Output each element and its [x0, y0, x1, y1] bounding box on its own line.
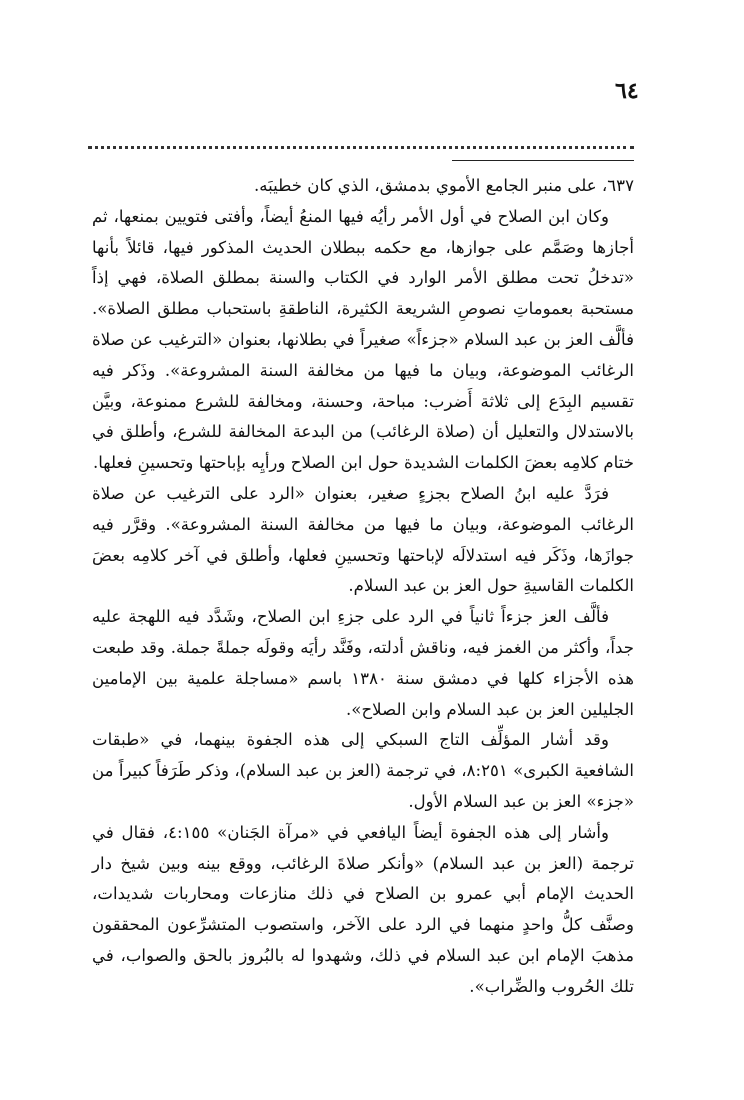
footnote-rule [452, 160, 634, 161]
paragraph: وقد أشار المؤلِّف التاج السبكي إلى هذه الجفوة بينهما، في «طبقات الشافعية الكبرى» ٨:٢٥١، في ترجمة (العز بن عبد السلام)، وذكر طَرَفاً كبيراً من «جزء» العز بن عبد السلام الأول. [92, 730, 634, 811]
paragraph: فألَّف العز جزءاً ثانياً في الرد على جزءِ ابن الصلاح، وشَدَّد فيه اللهجة عليه جداً، وأكثر من الغمز فيه، وناقش أدلته، وفَنَّد رأيَه وقولَه جملةً جملة. وقد طبعت هذه الأجزاء كلها في دمشق سنة ١٣٨٠ باسم «مساجلة علمية بين الإمامين الجليلين العز بن عبد السلام وابن الصلاح». [92, 607, 634, 719]
paragraph: وكان ابن الصلاح في أول الأمر رأيُه فيها المنعُ أيضاً، وأفتى فتويين بمنعها، ثم أجازها وصَمَّم على جوازها، مع حكمه ببطلان الحديث المذكور فيها، قائلاً بأنها «تدخلُ تحت مطلق الأمر الوارد في الكتاب والسنة بمطلق الصلاة، فهي إذاً مستحبة بعموماتِ نصوصِ الشريعة الكثيرة، الناطقةِ باستحباب مطلق الصلاة». فألَّف العز بن عبد السلام «جزءاً» صغيراً في بطلانها، بعنوان «الترغيب عن صلاة الرغائب الموضوعة، وبيان ما فيها من مخالفة السنة المشروعة». وذَكر فيه تقسيم البِدَع إلى ثلاثة أَضرب: مباحة، وحسنة، ومخالفة للشرع ممنوعة، وبيَّن بالاستدلال والتعليل أن (صلاة الرغائب) من البدعة المخالفة للشرع، وأطلق في ختام كلامِه بعضَ الكلمات الشديدة حول ابن الصلاح ورأيِه بإباحتها وتحسينِ فعلها. [92, 206, 634, 473]
paragraph-continuation: ٦٣٧، على منبر الجامع الأموي بدمشق، الذي كان خطيبَه. [253, 176, 634, 195]
paragraph: فرَدَّ عليه ابنُ الصلاح بجزءٍ صغير، بعنوان «الرد على الترغيب عن صلاة الرغائب الموضوعة، وبيان ما فيها من مخالفة السنة المشروعة». وقرَّر فيه جوازَها، وذَكَر فيه استدلالَه لإباحتها وتحسينِ فعلها، وأطلق في آخر كلامِه بعضَ الكلمات القاسيةِ حول العز بن عبد السلام. [92, 483, 634, 596]
paragraph: وأشار إلى هذه الجفوة أيضاً اليافعي في «مرآة الجَنان» ٤:١٥٥، فقال في ترجمة (العز بن عبد السلام) «وأنكر صلاةَ الرغائب، ووقع بينه وبين شيخ دار الحديث الإمام أبي عمرو بن الصلاح في ذلك منازعات ومحاربات شديدات، وصنَّف كلُّ واحدٍ منهما في الرد على الآخر، واستصوب المتشرِّعون المحققون مذهبَ الإمام ابن عبد السلام في ذلك، وشهدوا له بالبُروز بالحق والصواب، في تلك الحُروب والضِّراب». [92, 822, 634, 996]
page-number: ٦٤ [615, 78, 639, 104]
dotted-separator [88, 146, 634, 149]
footnote-text [92, 171, 634, 1003]
